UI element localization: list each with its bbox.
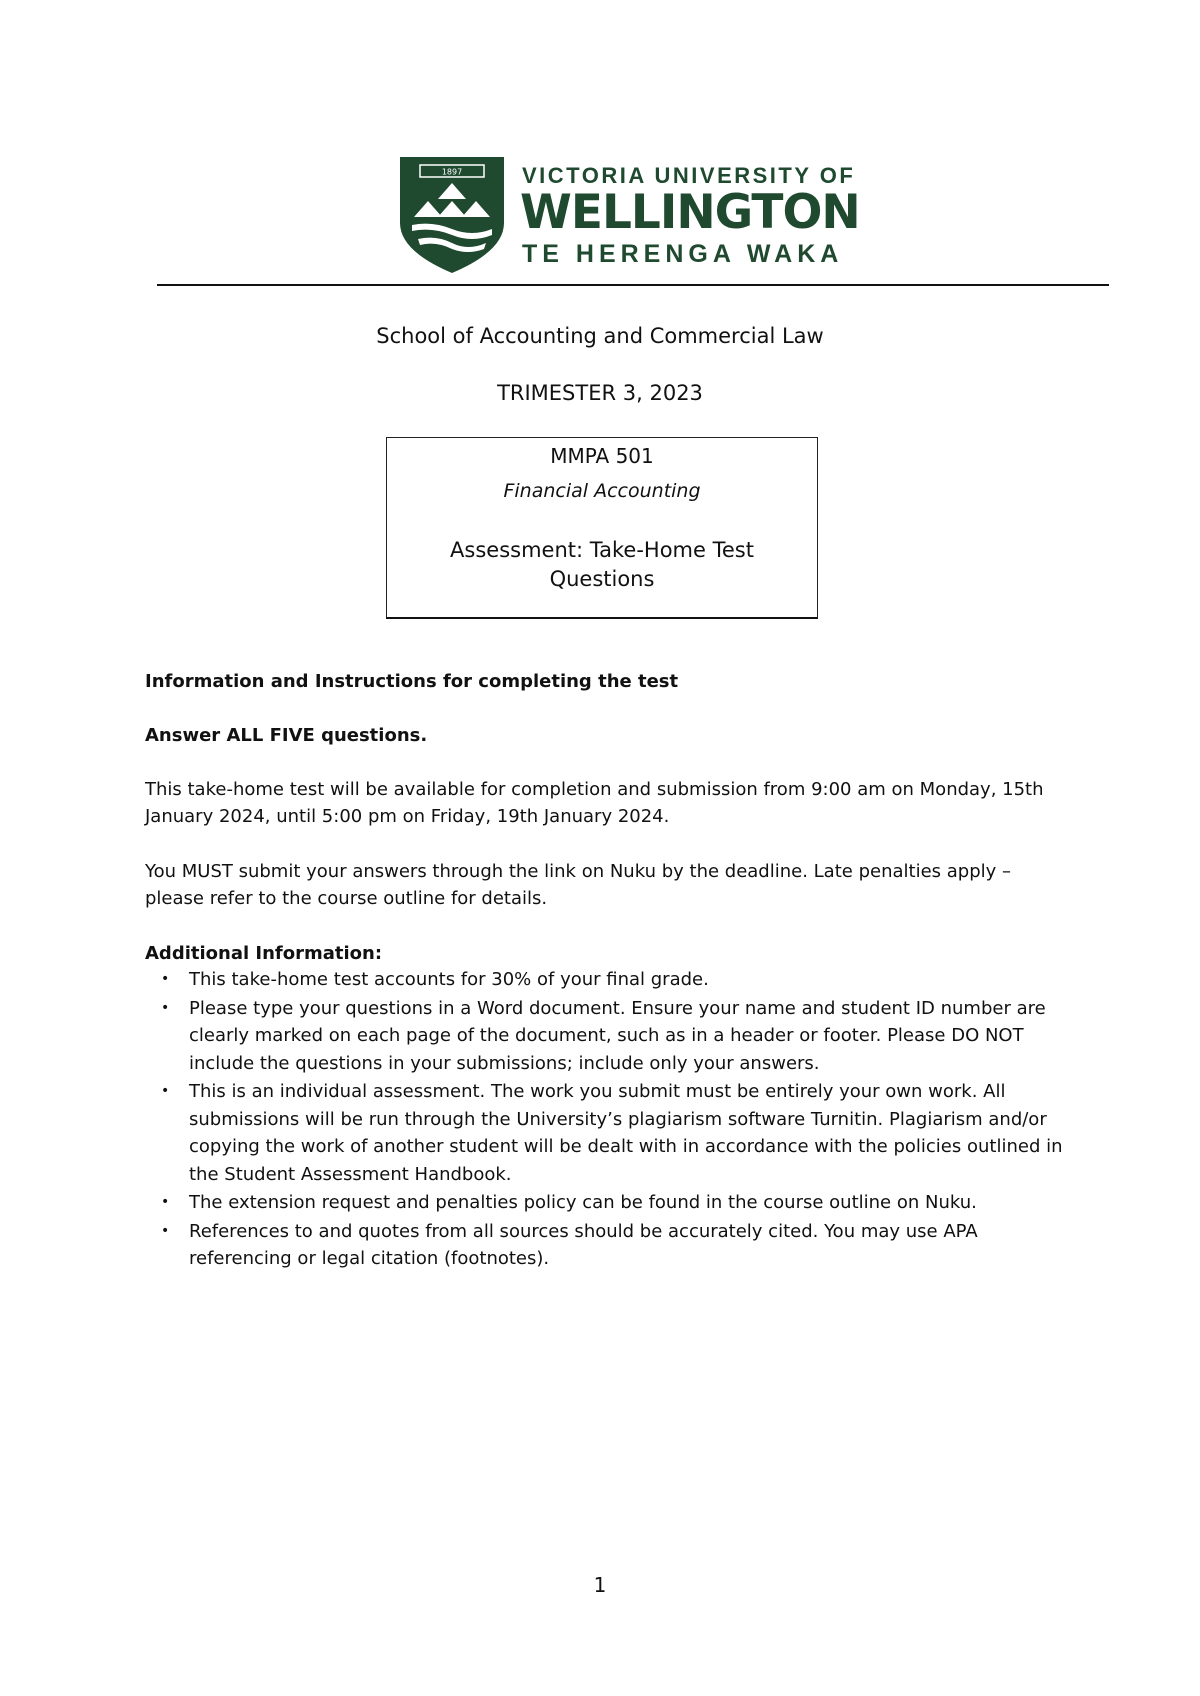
list-item-text: Please type your questions in a Word document. Ensure your name and student ID number are clearly marked on each page of the document, such as in a header or footer. Please DO NOT include the questions in your submissions; include only your answers.	[189, 997, 1046, 1074]
assessment-line-1: Assessment: Take-Home Test	[450, 538, 754, 562]
course-code: MMPA 501	[550, 444, 654, 468]
additional-info-list	[145, 966, 1080, 1274]
trimester: TRIMESTER 3, 2023	[497, 381, 703, 405]
list-item	[145, 1189, 1080, 1217]
university-crest	[400, 157, 504, 273]
course-box	[386, 437, 818, 619]
list-item	[145, 966, 1080, 994]
logo-line-2: WELLINGTON	[520, 185, 860, 240]
availability-paragraph: This take-home test will be available for completion and submission from 9:00 am on Monday, 15th January 2024, until 5:00 pm on Friday, 19th January 2024.	[145, 779, 1044, 827]
crest-year: 1897	[441, 167, 463, 177]
bullet-icon: •	[161, 1222, 170, 1239]
list-item	[145, 995, 1080, 1078]
assessment-line-2: Questions	[549, 567, 655, 591]
list-item-text: The extension request and penalties policy can be found in the course outline on Nuku.	[189, 1192, 977, 1213]
page-number: 1	[593, 1573, 607, 1597]
list-item-text: This take-home test accounts for 30% of your final grade.	[189, 969, 709, 990]
list-item-text: References to and quotes from all sources should be accurately cited. You may use APA referencing or legal citation (footnotes).	[189, 1220, 978, 1269]
submission-paragraph: You MUST submit your answers through the link on Nuku by the deadline. Late penalties apply – please refer to the course outline for details.	[145, 861, 1011, 909]
bullet-icon: •	[161, 1194, 170, 1210]
header-divider	[157, 284, 1109, 286]
school-name: School of Accounting and Commercial Law	[376, 324, 824, 348]
list-item-text: This is an individual assessment. The work you submit must be entirely your own work. All submissions will be run through the University’s plagiarism software Turnitin. Plagiarism and/or copying the work of another student will be dealt with in accordance with the policies outlined in the Student Assessment Handbook.	[189, 1081, 1063, 1185]
instructions-heading: Information and Instructions for completing the test	[145, 671, 679, 692]
logo-line-3: TE HERENGA WAKA	[522, 240, 844, 268]
answer-all-instruction: Answer ALL FIVE questions.	[145, 725, 428, 746]
assessment-title	[387, 536, 817, 594]
bullet-icon: •	[161, 1083, 170, 1099]
university-logo	[398, 155, 898, 275]
bullet-icon: •	[161, 971, 170, 987]
logo-line-1: VICTORIA UNIVERSITY OF	[522, 163, 856, 188]
additional-info-heading: Additional Information:	[145, 943, 383, 964]
list-item	[145, 1218, 1080, 1273]
course-title: Financial Accounting	[503, 480, 701, 502]
list-item	[145, 1078, 1080, 1188]
bullet-icon: •	[161, 999, 170, 1016]
